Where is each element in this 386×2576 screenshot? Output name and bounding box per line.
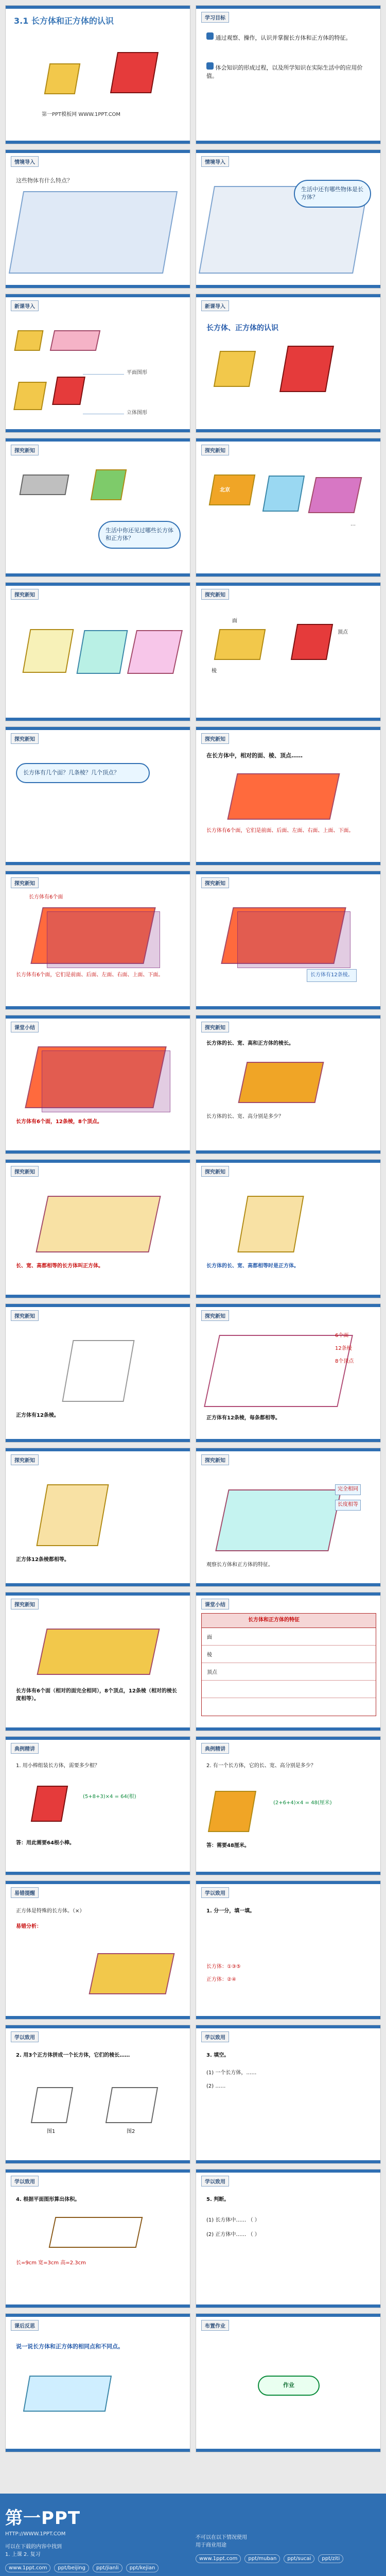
slide-10 (196, 582, 381, 721)
footer-right-note-1: 不可以在以下情况使用 (196, 2535, 247, 2540)
tag-study-goal: 学习目标 (201, 12, 229, 23)
s30-text-1: 3. 填空。 (206, 2053, 230, 2058)
slide-27 (5, 1880, 190, 2020)
s8-left-label: 北京 (220, 487, 230, 493)
s5-solid-label: 立体图形 (127, 410, 147, 416)
slide-3 (5, 149, 190, 289)
slide-botbar (196, 141, 380, 144)
tag-explore-8: 探究新知 (201, 877, 229, 888)
footer-left-sub: HTTP://WWW.1PPT.COM (5, 2531, 66, 2537)
s22-line: 观察长方体和正方体的特征。 (206, 1562, 273, 1568)
slide-botbar (6, 862, 190, 865)
slide-topbar (196, 1881, 380, 1884)
slide-19 (5, 1303, 190, 1443)
shape-rect (50, 330, 101, 351)
tag-explore-5: 探究新知 (11, 733, 39, 744)
tag-practice-5: 学以致用 (201, 2176, 229, 2187)
table-title: 长方体和正方体的特征 (248, 1617, 300, 1623)
tag-homework: 布置作业 (201, 2320, 229, 2331)
slide-botbar (196, 2016, 380, 2019)
s30-text-2: (1) 一个长方体，…… (206, 2070, 257, 2076)
s29-cube-1 (31, 2087, 73, 2123)
s10-vertex: 顶点 (338, 630, 348, 635)
bullet-icon (206, 62, 214, 70)
footer-right (196, 2504, 381, 2576)
slide-topbar (6, 583, 190, 586)
table-row-label-vertex: 顶点 (207, 1670, 217, 1675)
slide-topbar (196, 1592, 380, 1596)
shape-cube (13, 382, 47, 410)
s20-bullet-2: 12条棱 (335, 1346, 352, 1351)
s10-face: 面 (232, 618, 237, 624)
goal-text-1 (206, 32, 371, 42)
s8-box-1 (209, 474, 256, 505)
slide-25 (5, 1736, 190, 1875)
s22-bullet-1: 完全相同 (335, 1484, 361, 1495)
slide-botbar (6, 1150, 190, 1154)
footer-left-link[interactable]: ppt/kejian (126, 2564, 159, 2572)
slide-33 (5, 2313, 190, 2452)
slide-botbar (196, 2304, 380, 2308)
slide-topbar (196, 871, 380, 874)
slide-topbar (196, 438, 380, 442)
s10-box (214, 629, 266, 660)
slide-6 (196, 294, 381, 433)
s19-line: 正方体有12条棱。 (16, 1413, 59, 1418)
slide-topbar (6, 1448, 190, 1451)
s32-text-2: (1) 长方体中…… （ ） (206, 2217, 260, 2223)
slide-32 (196, 2169, 381, 2308)
tag-explore-13: 探究新知 (201, 1310, 229, 1321)
s22-box (215, 1489, 342, 1551)
s28-text-2: 长方体：①③⑤ (206, 1964, 241, 1970)
tag-situation-intro: 情境导入 (11, 156, 39, 167)
s29-cube-2 (106, 2087, 158, 2123)
tag-explore-3: 探究新知 (11, 589, 39, 600)
s20-line: 正方体有12条棱，每条都相等。 (206, 1415, 280, 1421)
s6-line: 长方体、正方体的认识 (206, 324, 278, 332)
footer-right-links (196, 2552, 381, 2563)
bullet-icon (206, 32, 214, 40)
tag-new-lesson: 新课导入 (11, 300, 39, 311)
slide-botbar (6, 1583, 190, 1586)
slide-botbar (6, 429, 190, 432)
footer-left-title: 第一PPT (5, 2508, 81, 2529)
s5-line-1 (83, 374, 124, 375)
slide-4 (196, 149, 381, 289)
footer-left-link[interactable]: ppt/beijing (54, 2564, 89, 2572)
slide-20 (196, 1303, 381, 1443)
footer-right-link[interactable]: www.1ppt.com (196, 2554, 241, 2563)
goal-2: 体会知识的形成过程，以及所学知识在实际生活中的应用价值。 (206, 64, 363, 79)
device (19, 474, 69, 495)
slide-topbar (196, 2314, 380, 2317)
goal-text-2 (206, 62, 371, 80)
slide-1 (5, 5, 190, 144)
slide-botbar (6, 1439, 190, 1442)
s20-bullet-3: 8个顶点 (335, 1359, 354, 1364)
footer-left-note-1: 可以在下载的内容中找到 (5, 2544, 62, 2550)
slide-botbar (196, 1583, 380, 1586)
s33-text: 说一说长方体和正方体的相同点和不同点。 (16, 2343, 124, 2350)
s9-cube-1 (23, 629, 74, 673)
s10-cube (291, 624, 333, 660)
s32-text-1: 5. 判断。 (206, 2197, 230, 2202)
slide-topbar (6, 2314, 190, 2317)
slide-topbar (6, 150, 190, 153)
slide-botbar (6, 1006, 190, 1009)
s10-edge: 棱 (212, 668, 217, 674)
slide-botbar (6, 573, 190, 577)
tag-explore-6: 探究新知 (201, 733, 229, 744)
goal-1: 通过观察、操作，认识并掌握长方体和正方体的特征。 (215, 35, 352, 41)
tag-explore-7: 探究新知 (11, 877, 39, 888)
s27-box (89, 1953, 174, 1994)
s16-line-2: 长方体的长、宽、高分别是多少？ (206, 1114, 284, 1120)
s28-text-3: 正方体：②④ (206, 1977, 236, 1982)
slide-botbar (196, 1439, 380, 1442)
footer-right-link[interactable]: ppt/ziti (318, 2554, 343, 2563)
slide-28 (196, 1880, 381, 2020)
slide-topbar (6, 1160, 190, 1163)
tag-reflection: 课后反思 (11, 2320, 39, 2331)
s26-box (208, 1791, 256, 1832)
footer-left-note-2: 1. 上课 2. 复习 (5, 2552, 41, 2557)
cube-yellow (44, 63, 81, 94)
tag-explore-14: 探究新知 (11, 1454, 39, 1465)
slide-topbar (6, 1304, 190, 1307)
s3-question: 这些物体有什么特点？ (16, 177, 73, 184)
s12-result: 长方体有6个面，它们是前面、后面、左面、右面、上面、下面。 (206, 828, 354, 834)
room-illustration (9, 191, 178, 274)
slide-topbar (6, 1881, 190, 1884)
slide-26 (196, 1736, 381, 1875)
slide-topbar (196, 6, 380, 9)
slide-topbar (196, 1015, 380, 1019)
s6-cube (214, 351, 256, 387)
s19-cube (62, 1340, 134, 1402)
slide-botbar (6, 2304, 190, 2308)
slide-16 (196, 1015, 381, 1154)
slide-botbar (196, 1150, 380, 1154)
s17-box (36, 1196, 161, 1252)
s13-bottom: 长方体有6个面，它们是前面、后面、左面、右面、上面、下面。 (16, 972, 164, 978)
slide-17 (5, 1159, 190, 1298)
rubik-cube (91, 469, 127, 500)
slide-29 (5, 2025, 190, 2164)
s8-right-label: … (350, 521, 356, 527)
slide-34 (196, 2313, 381, 2452)
slide-topbar (196, 1304, 380, 1307)
tag-explore-10: 探究新知 (11, 1166, 39, 1177)
s27-text-2: 易错分析： (16, 1924, 42, 1929)
s6-cube-red (279, 346, 334, 392)
slide-21 (5, 1448, 190, 1587)
tag-practice-4: 学以致用 (11, 2176, 39, 2187)
s7-bubble: 生活中你还见过哪些长方体和正方体？ (98, 521, 181, 549)
slide-topbar (6, 1015, 190, 1019)
s26-text-3: 答：需要48厘米。 (206, 1843, 250, 1849)
slide-9 (5, 582, 190, 721)
s23-line: 长方体有6个面（相对的面完全相同），8个顶点，12条棱（相对的棱长度相等）。 (16, 1688, 177, 1702)
slide-23 (5, 1592, 190, 1731)
slide-5 (5, 294, 190, 433)
s17-line: 长、宽、高都相等的长方体叫正方体。 (16, 1263, 103, 1269)
slide-topbar (6, 727, 190, 730)
slide-botbar (196, 285, 380, 288)
s4-callout: 生活中还有哪些物体是长方体？ (294, 180, 371, 208)
slide-topbar (6, 294, 190, 297)
s29-label-1: 图1 (47, 2129, 56, 2134)
slide-topbar (6, 2025, 190, 2028)
tag-summary: 课堂小结 (11, 1022, 39, 1032)
s9-box-2 (77, 630, 128, 674)
slide-botbar (6, 1295, 190, 1298)
s22-bullet-2: 长度相等 (335, 1500, 361, 1511)
s29-label-2: 图2 (127, 2129, 135, 2134)
cube-red (110, 52, 159, 93)
s15-shade (42, 1050, 170, 1112)
s8-book (308, 477, 362, 513)
tag-example-2: 典例精讲 (201, 1743, 229, 1754)
s29-text-1: 2. 用3个正方体拼成一个长方体，它们的棱长…… (16, 2053, 130, 2058)
slide-botbar (196, 1295, 380, 1298)
slide-topbar (196, 294, 380, 297)
features-table (201, 1613, 376, 1716)
tag-explore-11: 探究新知 (201, 1166, 229, 1177)
s14-note: 长方体有12条棱。 (307, 969, 357, 982)
slide-botbar (6, 285, 190, 288)
s5-plane-label: 平面图形 (127, 370, 147, 376)
slide-topbar (6, 1737, 190, 1740)
slide-14 (196, 871, 381, 1010)
s16-line-1: 长方体的长、宽、高和正方体的棱长。 (206, 1041, 294, 1046)
slide-botbar (6, 2449, 190, 2452)
footer-right-note-2: 用于商业用途 (196, 2543, 226, 2548)
slide-topbar (6, 871, 190, 874)
slide-topbar (196, 583, 380, 586)
slide-topbar (196, 2025, 380, 2028)
shape-cube-red (52, 377, 85, 405)
slide-18 (196, 1159, 381, 1298)
tag-explore-1: 探究新知 (11, 445, 39, 455)
table-row-1 (202, 1628, 376, 1646)
s32-text-3: (2) 正方体中…… （ ） (206, 2232, 260, 2238)
s20-box (204, 1335, 353, 1407)
table-row-3 (202, 1663, 376, 1681)
s25-text-1: 1. 用小棒组装长方体，需要多少根？ (16, 1763, 100, 1769)
tag-explore-16: 探究新知 (11, 1599, 39, 1609)
tag-summary-2: 课堂小结 (201, 1599, 229, 1609)
s34-ribbon: 作业 (258, 2376, 320, 2396)
tag-error: 易错提醒 (11, 1887, 39, 1898)
footer-left-links (5, 2562, 190, 2572)
slide-botbar (196, 1727, 380, 1731)
s11-bubble: 长方体有几个面？几条棱？几个顶点？ (16, 763, 150, 783)
s13-shade (47, 911, 160, 968)
slide-botbar (6, 1727, 190, 1731)
slide-12 (196, 726, 381, 866)
slide-topbar (196, 1448, 380, 1451)
s8-box-2 (262, 476, 305, 512)
s25-redbox (31, 1786, 68, 1822)
s27-text-1: 正方体是特殊的长方体。（×） (16, 1908, 85, 1914)
slide-botbar (196, 2160, 380, 2163)
s20-bullet-1: 6个面 (335, 1333, 349, 1338)
slide-13 (5, 871, 190, 1010)
tag-explore-2: 探究新知 (201, 445, 229, 455)
slide-2 (196, 5, 381, 144)
tag-practice-2: 学以致用 (11, 2031, 39, 2042)
slide-botbar (196, 2449, 380, 2452)
slide-1-title: 3.1 长方体和正方体的认识 (14, 16, 114, 26)
slide-31 (5, 2169, 190, 2308)
table-row-2 (202, 1646, 376, 1663)
footer-left-link[interactable]: ppt/jianli (93, 2564, 122, 2572)
s18-line: 长方体的长、宽、高都相等时是正方体。 (206, 1263, 299, 1269)
slide-topbar (196, 1737, 380, 1740)
slide-topbar (6, 2170, 190, 2173)
slide-22 (196, 1448, 381, 1587)
slide-topbar (6, 438, 190, 442)
shape-square (14, 330, 43, 351)
s31-text-2: 长=9cm 宽=3cm 高=2.3cm (16, 2260, 86, 2266)
table-row-label-face: 面 (207, 1635, 212, 1640)
tag-practice: 学以致用 (201, 1887, 229, 1898)
tag-explore-4: 探究新知 (201, 589, 229, 600)
slide-topbar (6, 1592, 190, 1596)
slide-botbar (196, 718, 380, 721)
slide-topbar (196, 1160, 380, 1163)
slide-24 (196, 1592, 381, 1731)
s9-box-3 (127, 630, 183, 674)
slide-topbar (196, 2170, 380, 2173)
slide-botbar (196, 429, 380, 432)
slide-30 (196, 2025, 381, 2164)
slide-botbar (196, 1006, 380, 1009)
tag-practice-3: 学以致用 (201, 2031, 229, 2042)
s21-cube (36, 1484, 109, 1546)
s16-box (238, 1062, 324, 1103)
slide-botbar (6, 718, 190, 721)
footer-right-link[interactable]: ppt/sucai (284, 2554, 314, 2563)
footer-left-link[interactable]: www.1ppt.com (5, 2564, 50, 2572)
slide-8 (196, 438, 381, 577)
tag-new-lesson-2: 新课导入 (201, 300, 229, 311)
slide-botbar (196, 1872, 380, 1875)
slide-topbar (196, 150, 380, 153)
s14-shade (237, 911, 350, 968)
slide-1-caption: 第一PPT模板网 WWW.1PPT.COM (42, 112, 121, 117)
s21-line: 正方体12条棱都相等。 (16, 1557, 69, 1563)
footer-right-link[interactable]: ppt/muban (244, 2554, 280, 2563)
slide-botbar (6, 2016, 190, 2019)
tag-explore-9: 探究新知 (201, 1022, 229, 1032)
slide-7 (5, 438, 190, 577)
tag-explore-15: 探究新知 (201, 1454, 229, 1465)
slide-15 (5, 1015, 190, 1154)
s33-note (23, 2376, 112, 2412)
slide-botbar (6, 2160, 190, 2163)
s12-lead: 在长方体中，相对的面、棱、顶点…… (206, 752, 303, 759)
slide-topbar (196, 727, 380, 730)
footer-left (5, 2504, 190, 2576)
slide-botbar (6, 1872, 190, 1875)
s12-box (227, 773, 340, 820)
tag-situation-intro-2: 情境导入 (201, 156, 229, 167)
s31-box (49, 2217, 143, 2248)
slide-topbar (6, 6, 190, 9)
s26-text-1: 2. 有一个长方体，它的长、宽、高分别是多少？ (206, 1763, 316, 1769)
s28-text-1: 1. 分一分，填一填。 (206, 1908, 255, 1914)
slide-botbar (196, 862, 380, 865)
table-row-label-edge: 棱 (207, 1652, 212, 1658)
s31-text-1: 4. 根据平面图形算出体积。 (16, 2197, 80, 2202)
s25-text-3: 答：用此需要64根小棒。 (16, 1840, 75, 1846)
tag-explore-12: 探究新知 (11, 1310, 39, 1321)
s18-cube (237, 1196, 304, 1252)
s15-line: 长方体有6个面，12条棱，8个顶点。 (16, 1119, 102, 1125)
s23-box (37, 1629, 160, 1675)
table-row-4 (202, 1681, 376, 1698)
s13-top: 长方体有6个面 (29, 894, 63, 900)
tag-example: 典例精讲 (11, 1743, 39, 1754)
slide-11 (5, 726, 190, 866)
slide-botbar (196, 573, 380, 577)
s30-text-3: (2) …… (206, 2083, 226, 2089)
s26-text-2: (2+6+4)×4 = 48(厘米) (273, 1800, 332, 1806)
slide-botbar (6, 141, 190, 144)
s25-text-2: (5+8+3)×4 = 64(根) (83, 1794, 136, 1800)
